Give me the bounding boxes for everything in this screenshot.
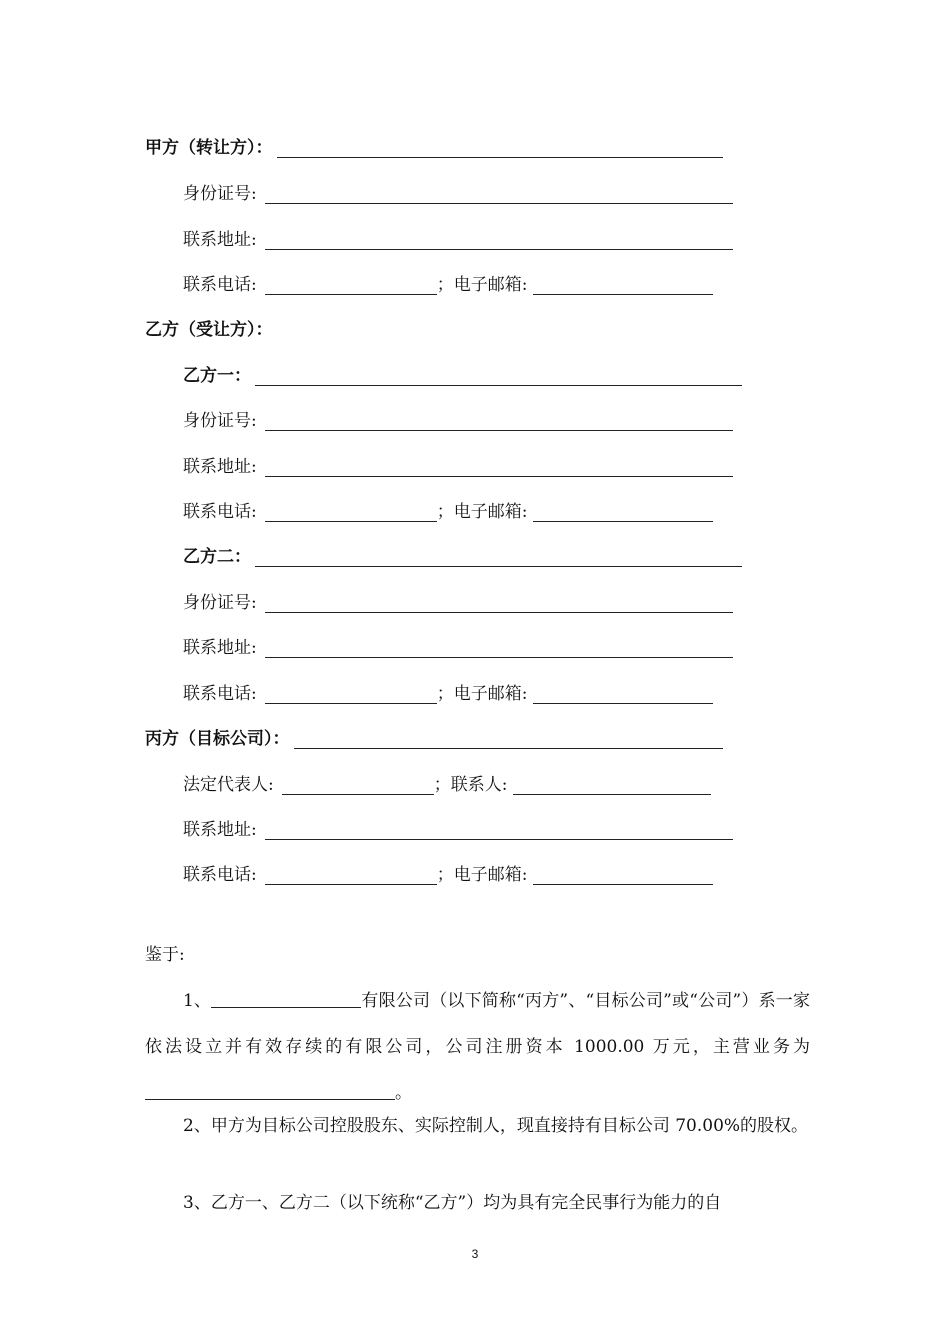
party-b2-email-blank[interactable] (533, 683, 713, 704)
party-b2-email-label: ；电子邮箱: (436, 684, 528, 704)
party-b1-id-blank[interactable] (265, 410, 733, 431)
party-b1-email-blank[interactable] (533, 501, 713, 522)
party-b1-name-blank[interactable] (255, 365, 742, 386)
whereas-p1-company-blank[interactable] (211, 989, 361, 1008)
party-c-address-blank[interactable] (265, 819, 733, 840)
party-b1-row (183, 362, 742, 390)
page-number: 3 (471, 1247, 479, 1261)
whereas-p2-text: 2、甲方为目标公司控股股东、实际控制人，现直接持有目标公司 70.00%的股权。 (183, 1116, 809, 1136)
party-b2-id-row (183, 589, 733, 617)
whereas-p1-end: 。 (395, 1083, 412, 1103)
party-b1-title: 乙方一： (183, 366, 251, 386)
whereas-p1-text: 有限公司（以下简称“丙方”、“目标公司”或“公司”）系一家依法设立并有效存续的有限公司，公司注册资本 1000.00 万元，主营业务为 (145, 991, 810, 1057)
party-b2-phone-label: 联系电话: (183, 684, 257, 704)
party-b2-address-label: 联系地址: (183, 638, 257, 658)
whereas-p1-number: 1、 (183, 991, 212, 1011)
party-a-id-row (183, 180, 733, 208)
party-a-phone-label: 联系电话: (183, 275, 257, 295)
whereas-paragraph-2 (145, 1103, 810, 1149)
party-b2-id-blank[interactable] (265, 592, 733, 613)
party-b2-row (183, 543, 742, 571)
party-b-title: 乙方（受让方）： (145, 320, 273, 340)
party-a-address-row (183, 226, 733, 254)
party-c-row (145, 725, 723, 753)
party-a-id-label: 身份证号: (183, 184, 257, 204)
party-b1-address-blank[interactable] (265, 456, 733, 477)
party-a-title: 甲方（转让方）： (145, 138, 273, 158)
party-c-name-blank[interactable] (294, 728, 723, 749)
party-b2-title: 乙方二： (183, 547, 251, 567)
party-b1-email-label: ；电子邮箱: (436, 502, 528, 522)
party-b1-phone-row (183, 498, 713, 526)
party-b1-address-row (183, 453, 733, 481)
party-b2-address-blank[interactable] (265, 637, 733, 658)
party-a-id-blank[interactable] (265, 183, 733, 204)
party-c-address-label: 联系地址: (183, 820, 257, 840)
whereas-p1-business-blank[interactable] (145, 1081, 395, 1100)
party-b1-id-label: 身份证号: (183, 411, 257, 431)
party-a-phone-row (183, 271, 713, 299)
whereas-paragraph-3 (145, 1180, 810, 1226)
party-a-email-blank[interactable] (533, 274, 713, 295)
party-b2-id-label: 身份证号: (183, 593, 257, 613)
party-a-phone-blank[interactable] (265, 274, 437, 295)
party-b1-phone-label: 联系电话: (183, 502, 257, 522)
party-c-email-label: ；电子邮箱: (436, 865, 528, 885)
party-b1-address-label: 联系地址: (183, 457, 257, 477)
party-c-title: 丙方（目标公司）： (145, 729, 290, 749)
whereas-heading-row (145, 941, 185, 969)
party-b2-phone-row (183, 680, 713, 708)
party-b1-id-row (183, 407, 733, 435)
party-a-address-label: 联系地址: (183, 230, 257, 250)
party-b2-name-blank[interactable] (255, 546, 742, 567)
party-c-rep-label: 法定代表人: (183, 775, 274, 795)
party-a-email-label: ；电子邮箱: (436, 275, 528, 295)
whereas-paragraph-1 (145, 978, 810, 1116)
party-c-address-row (183, 816, 733, 844)
party-c-phone-blank[interactable] (265, 864, 437, 885)
party-a-address-blank[interactable] (265, 229, 733, 250)
party-c-contact-blank[interactable] (513, 774, 711, 795)
party-c-phone-label: 联系电话: (183, 865, 257, 885)
party-c-contact-label: ；联系人: (433, 775, 508, 795)
party-a-row (145, 134, 723, 162)
party-b-row (145, 316, 273, 344)
party-b2-phone-blank[interactable] (265, 683, 437, 704)
whereas-p3-text: 3、乙方一、乙方二（以下统称“乙方”）均为具有完全民事行为能力的自 (183, 1193, 722, 1213)
party-b2-address-row (183, 634, 733, 662)
whereas-heading: 鉴于: (145, 945, 185, 965)
party-c-rep-blank[interactable] (282, 774, 434, 795)
party-c-phone-row (183, 861, 713, 889)
party-c-rep-row (183, 771, 711, 799)
party-b1-phone-blank[interactable] (265, 501, 437, 522)
party-c-email-blank[interactable] (533, 864, 713, 885)
party-a-name-blank[interactable] (277, 137, 723, 158)
